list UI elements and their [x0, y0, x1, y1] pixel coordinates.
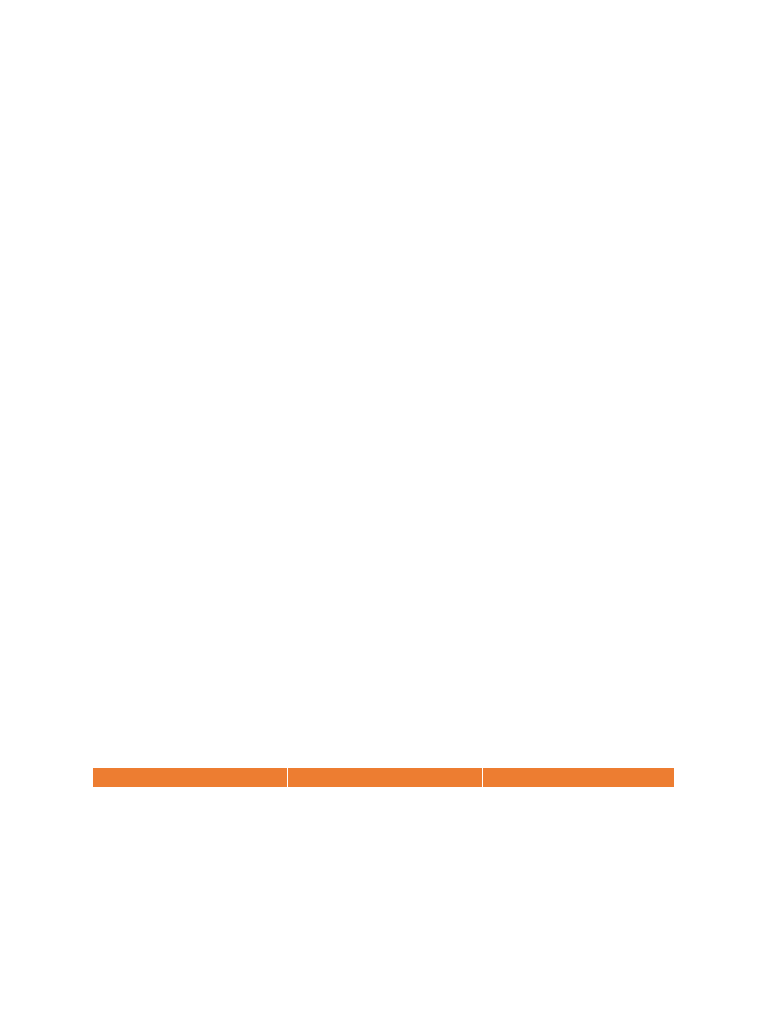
table-header-cell	[93, 768, 288, 787]
table-header-cell	[483, 768, 675, 787]
pronoun-table	[93, 768, 675, 787]
table-header-row	[93, 768, 675, 787]
table-header-cell	[288, 768, 483, 787]
